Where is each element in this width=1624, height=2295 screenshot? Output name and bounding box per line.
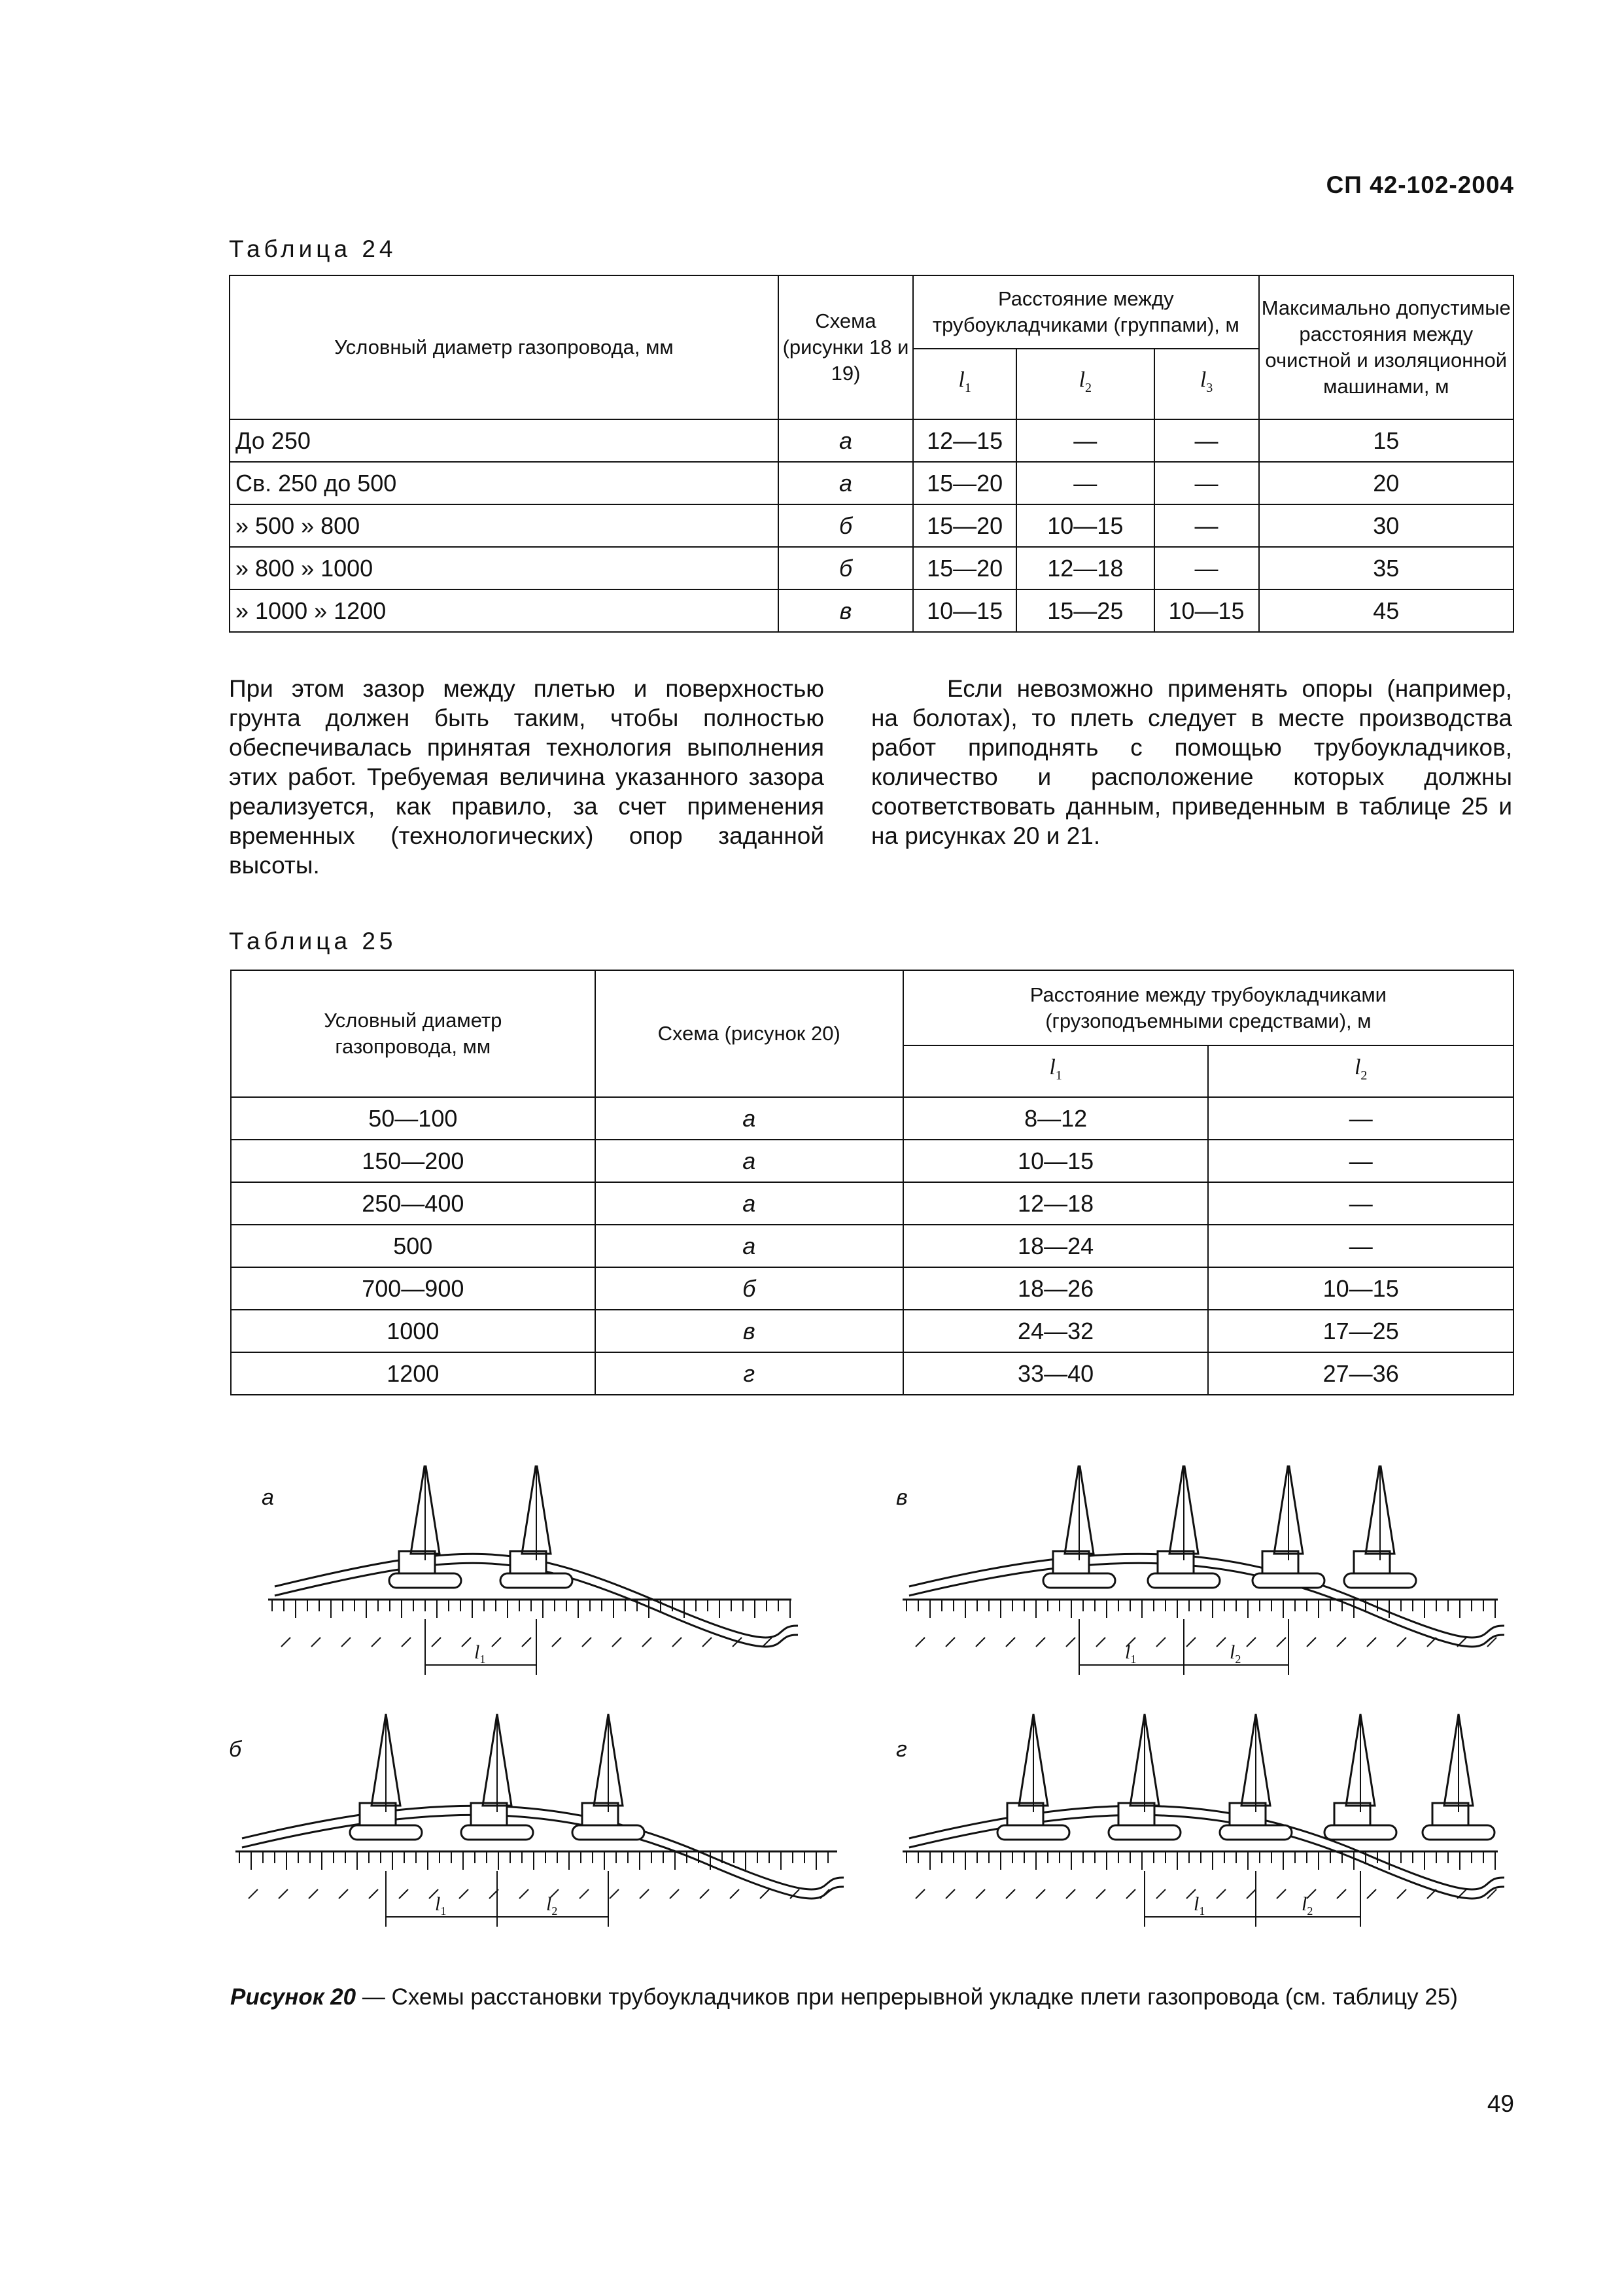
cell-l2: 10—15 [1016, 504, 1154, 547]
cell-diameter: 500 [231, 1225, 595, 1267]
soil-hatch [1397, 1638, 1406, 1647]
soil-hatch [642, 1638, 651, 1647]
cell-scheme: а [778, 419, 913, 462]
soil-hatch [432, 1638, 441, 1647]
table-25-caption: Таблица 25 [229, 928, 397, 955]
soil-hatch [1337, 1889, 1346, 1899]
soil-hatch [610, 1889, 619, 1899]
table-row [230, 504, 1513, 547]
soil-hatch [1337, 1638, 1346, 1647]
soil-hatch [281, 1638, 290, 1647]
cell-l1: 18—24 [903, 1225, 1209, 1267]
dimension-label: $l_1$ [474, 1641, 486, 1666]
cell-diameter: 1000 [231, 1310, 595, 1352]
cell-l1: 8—12 [903, 1097, 1209, 1140]
t25-header-distance: Расстояние между трубоукладчиками (грузоподъемными средствами), м [903, 970, 1513, 1045]
cell-l1: 15—20 [913, 504, 1016, 547]
soil-hatch [1156, 1638, 1166, 1647]
scheme-panel [896, 1714, 1504, 1927]
pipelayer-track [1324, 1825, 1396, 1840]
table-row [231, 1140, 1513, 1182]
soil-hatch [1186, 1638, 1196, 1647]
cell-l1: 10—15 [913, 589, 1016, 632]
panel-label: в [896, 1485, 908, 1510]
table-row [231, 1267, 1513, 1310]
cell-l2: 12—18 [1016, 547, 1154, 589]
soil-hatch [1217, 1638, 1226, 1647]
cell-l1: 33—40 [903, 1352, 1209, 1395]
pipelayer-track [1043, 1573, 1115, 1588]
cell-l3: — [1154, 462, 1259, 504]
soil-hatch [700, 1889, 709, 1899]
cell-scheme: а [595, 1225, 903, 1267]
soil-hatch [1096, 1638, 1105, 1647]
dimension-label: $l_1$ [1194, 1893, 1205, 1918]
soil-hatch [1006, 1638, 1015, 1647]
cell-diameter: До 250 [230, 419, 778, 462]
soil-hatch [730, 1889, 739, 1899]
t24-header-l2: $l_2$ [1016, 349, 1154, 419]
page-number: 49 [1487, 2090, 1514, 2117]
soil-hatch [1036, 1638, 1045, 1647]
table-row [230, 462, 1513, 504]
figure-caption-text: — Схемы расстановки трубоукладчиков при непрерывной укладке плети газопровода (см. таблицу 25) [356, 1984, 1458, 2010]
t24-header-distance: Расстояние между трубоукладчиками (группами), м [913, 275, 1258, 349]
pipelayer-track [1109, 1825, 1181, 1840]
cell-l2: — [1208, 1225, 1513, 1267]
soil-hatch [579, 1889, 589, 1899]
cell-l1: 15—20 [913, 462, 1016, 504]
t25-header-l1: $l_1$ [903, 1045, 1209, 1097]
cell-diameter: Св. 250 до 500 [230, 462, 778, 504]
pipelayer-track [1148, 1573, 1220, 1588]
cell-scheme: г [595, 1352, 903, 1395]
soil-hatch [582, 1638, 591, 1647]
soil-hatch [763, 1638, 772, 1647]
cell-l1: 10—15 [903, 1140, 1209, 1182]
soil-hatch [976, 1638, 985, 1647]
cell-scheme: а [595, 1182, 903, 1225]
figure-20-schemes [216, 1465, 1524, 1989]
soil-hatch [1397, 1889, 1406, 1899]
dimension-label: $l_2$ [1302, 1893, 1313, 1918]
soil-hatch [371, 1638, 381, 1647]
soil-hatch [1307, 1638, 1316, 1647]
soil-hatch [976, 1889, 985, 1899]
soil-hatch [399, 1889, 408, 1899]
soil-hatch [309, 1889, 318, 1899]
t25-header-diameter: Условный диаметр газопровода, мм [231, 970, 595, 1097]
cell-max: 35 [1259, 547, 1513, 589]
soil-hatch [1006, 1889, 1015, 1899]
soil-hatch [1277, 1638, 1286, 1647]
cell-max: 30 [1259, 504, 1513, 547]
cell-diameter: 700—900 [231, 1267, 595, 1310]
cell-diameter: » 800 » 1000 [230, 547, 778, 589]
soil-hatch [341, 1638, 351, 1647]
t25-header-scheme: Схема (рисунок 20) [595, 970, 903, 1097]
table-row [231, 1310, 1513, 1352]
cell-l3: — [1154, 504, 1259, 547]
table-row [230, 419, 1513, 462]
cell-l1: 12—18 [903, 1182, 1209, 1225]
paragraph-right: Если невозможно применять опоры (например, на болотах), то плеть следует в месте производства работ приподнять с помощью трубоукладчиков, количество и расположение которых должны соответствовать данным, приведенным в таблице 25 и на рисунках 20 и 21. [871, 675, 1512, 849]
soil-hatch [492, 1638, 501, 1647]
soil-hatch [670, 1889, 679, 1899]
document-code: СП 42-102-2004 [1326, 171, 1514, 198]
table-row [231, 1182, 1513, 1225]
t24-header-l3: $l_3$ [1154, 349, 1259, 419]
soil-hatch [702, 1638, 712, 1647]
cell-l2: 27—36 [1208, 1352, 1513, 1395]
soil-hatch [672, 1638, 682, 1647]
cell-l2: — [1208, 1140, 1513, 1182]
cell-l3: — [1154, 419, 1259, 462]
pipelayer-track [997, 1825, 1069, 1840]
cell-l2: — [1208, 1182, 1513, 1225]
dimension-label: $l_2$ [1230, 1641, 1241, 1666]
cell-l2: — [1208, 1097, 1513, 1140]
soil-hatch [522, 1638, 531, 1647]
t24-header-scheme: Схема (рисунки 18 и 19) [778, 275, 913, 419]
cell-l1: 15—20 [913, 547, 1016, 589]
t24-header-l1: $l_1$ [913, 349, 1016, 419]
figure-caption-label: Рисунок 20 [230, 1984, 356, 2010]
panel-label: г [896, 1737, 907, 1762]
soil-hatch [552, 1638, 561, 1647]
soil-hatch [1247, 1889, 1256, 1899]
cell-l3: 10—15 [1154, 589, 1259, 632]
paragraph-left: При этом зазор между плетью и поверхностью грунта должен быть таким, чтобы полностью обеспечивалась принятая технология выполнения этих работ. Требуемая величина указанного зазора реализуется, как правило, за счет применения временных (технологических) опор заданной высоты. [229, 675, 824, 879]
cell-diameter: 150—200 [231, 1140, 595, 1182]
soil-hatch [1066, 1638, 1075, 1647]
soil-hatch [249, 1889, 258, 1899]
soil-hatch [1367, 1638, 1376, 1647]
soil-hatch [279, 1889, 288, 1899]
cell-diameter: 250—400 [231, 1182, 595, 1225]
cell-scheme: в [595, 1310, 903, 1352]
cell-diameter: 1200 [231, 1352, 595, 1395]
cell-l1: 18—26 [903, 1267, 1209, 1310]
cell-l2: 15—25 [1016, 589, 1154, 632]
cell-l2: — [1016, 462, 1154, 504]
soil-hatch [916, 1638, 925, 1647]
scheme-panel [229, 1714, 844, 1927]
soil-hatch [612, 1638, 621, 1647]
t24-header-diameter: Условный диаметр газопровода, мм [230, 275, 778, 419]
cell-l3: — [1154, 547, 1259, 589]
pipelayer-track [1220, 1825, 1292, 1840]
table-row [230, 589, 1513, 632]
soil-hatch [1367, 1889, 1376, 1899]
pipe-string [242, 1815, 844, 1899]
figure-caption [230, 1984, 1458, 2010]
soil-hatch [1247, 1638, 1256, 1647]
soil-hatch [311, 1638, 320, 1647]
cell-l2: 17—25 [1208, 1310, 1513, 1352]
panel-label: б [229, 1737, 242, 1762]
soil-hatch [1036, 1889, 1045, 1899]
pipelayer-track [1253, 1573, 1324, 1588]
cell-l2: — [1016, 419, 1154, 462]
cell-scheme: в [778, 589, 913, 632]
soil-hatch [946, 1889, 955, 1899]
pipelayer-track [350, 1825, 422, 1840]
soil-hatch [946, 1638, 955, 1647]
cell-scheme: б [595, 1267, 903, 1310]
scheme-panel [896, 1465, 1504, 1675]
dimension-label: $l_1$ [1125, 1641, 1137, 1666]
cell-l1: 24—32 [903, 1310, 1209, 1352]
soil-hatch [1307, 1889, 1316, 1899]
cell-scheme: а [778, 462, 913, 504]
soil-hatch [519, 1889, 528, 1899]
t25-header-l2: $l_2$ [1208, 1045, 1513, 1097]
soil-hatch [1066, 1889, 1075, 1899]
cell-max: 20 [1259, 462, 1513, 504]
table-row [231, 1097, 1513, 1140]
pipelayer-track [461, 1825, 533, 1840]
soil-hatch [339, 1889, 348, 1899]
table-25 [230, 970, 1514, 1395]
table-24-caption: Таблица 24 [229, 236, 397, 262]
pipelayer-track [572, 1825, 644, 1840]
cell-diameter: » 500 » 800 [230, 504, 778, 547]
cell-l2: 10—15 [1208, 1267, 1513, 1310]
pipelayer-track [1423, 1825, 1494, 1840]
soil-hatch [760, 1889, 769, 1899]
pipelayer-track [1344, 1573, 1416, 1588]
soil-hatch [1156, 1889, 1166, 1899]
cell-l1: 12—15 [913, 419, 1016, 462]
cell-scheme: б [778, 547, 913, 589]
cell-diameter: » 1000 » 1200 [230, 589, 778, 632]
scheme-panel [262, 1465, 798, 1675]
dimension-label: $l_1$ [435, 1893, 447, 1918]
soil-hatch [1126, 1889, 1135, 1899]
cell-diameter: 50—100 [231, 1097, 595, 1140]
pipelayer-track [389, 1573, 461, 1588]
soil-hatch [1096, 1889, 1105, 1899]
pipelayer-track [500, 1573, 572, 1588]
soil-hatch [1217, 1889, 1226, 1899]
soil-hatch [369, 1889, 378, 1899]
soil-hatch [916, 1889, 925, 1899]
t24-header-max-distance: Максимально допустимые расстояния между очистной и изоляционной машинами, м [1259, 275, 1513, 419]
cell-max: 15 [1259, 419, 1513, 462]
panel-label: а [262, 1485, 274, 1510]
table-24 [229, 275, 1514, 633]
soil-hatch [640, 1889, 649, 1899]
cell-scheme: а [595, 1097, 903, 1140]
soil-hatch [462, 1638, 471, 1647]
soil-hatch [402, 1638, 411, 1647]
table-row [231, 1225, 1513, 1267]
table-row [230, 547, 1513, 589]
cell-scheme: б [778, 504, 913, 547]
cell-max: 45 [1259, 589, 1513, 632]
soil-hatch [1277, 1889, 1286, 1899]
dimension-label: $l_2$ [546, 1893, 558, 1918]
table-row [231, 1352, 1513, 1395]
cell-scheme: а [595, 1140, 903, 1182]
soil-hatch [459, 1889, 468, 1899]
